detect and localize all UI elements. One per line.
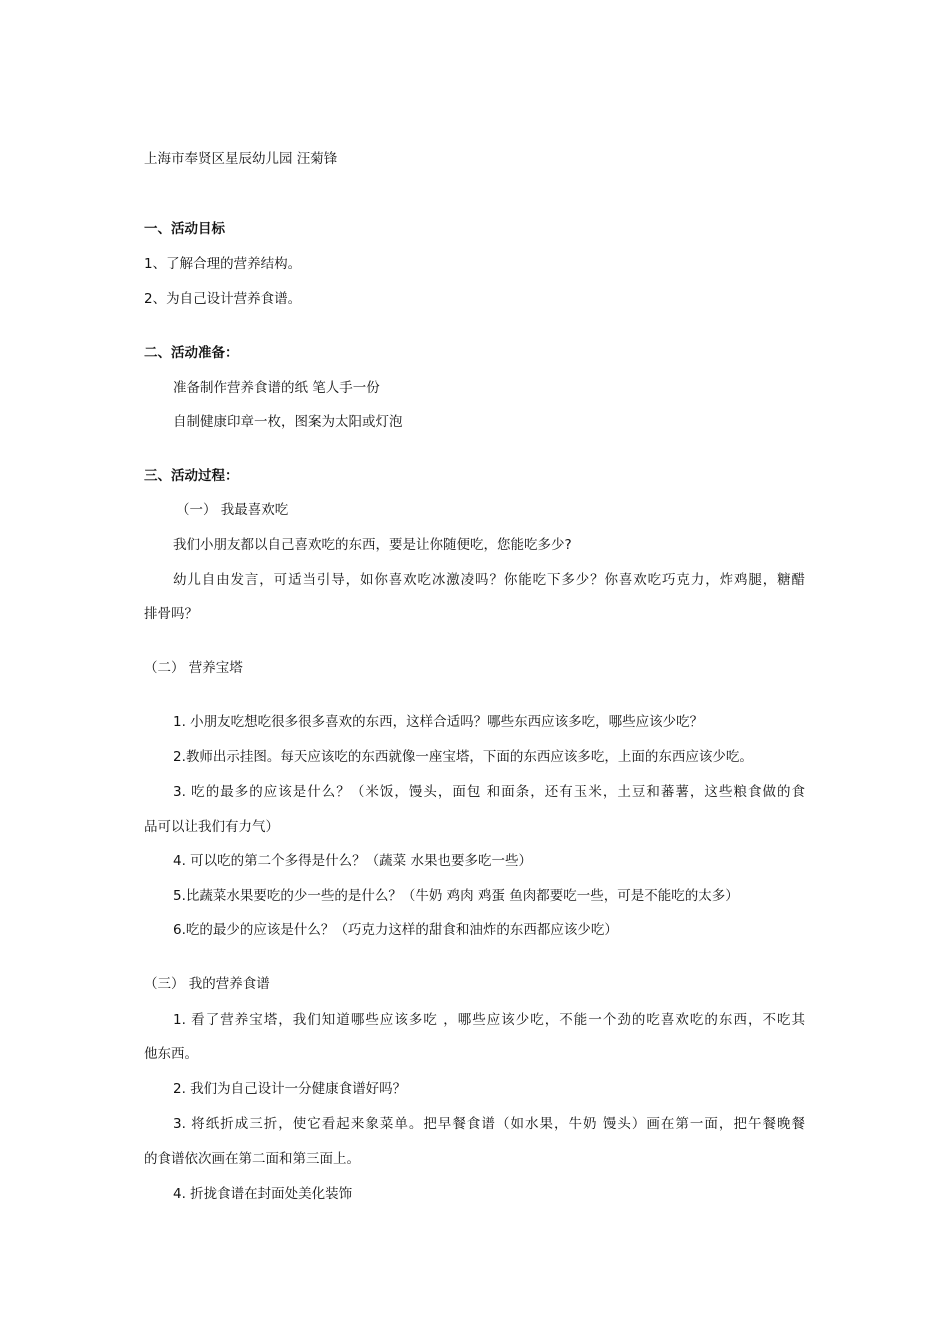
part-2-heading: （二） 营养宝塔 [144,660,243,676]
part-1-paragraph-2-line-1: 幼儿自由发言，可适当引导，如你喜欢吃冰激凌吗？你能吃下多少？你喜欢吃巧克力，炸鸡腿，糖醋 [173,572,805,588]
section-2-title: 二、活动准备： [144,345,239,361]
author-line: 上海市奉贤区星辰幼儿园 汪菊锋 [144,151,338,167]
recipe-step-1-line-2: 他东西。 [144,1046,198,1062]
recipe-step-1-line-1: 1. 看了营养宝塔，我们知道哪些应该多吃 ，哪些应该少吃，不能一个劲的吃喜欢吃的东西，不吃其 [173,1012,805,1028]
goal-item-2: 2、为自己设计营养食谱。 [144,291,302,307]
part-3-heading: （三） 我的营养食谱 [144,976,270,992]
part-1-paragraph-2-line-2: 排骨吗？ [144,606,198,622]
section-3-title: 三、活动过程： [144,468,239,484]
goal-item-1: 1、了解合理的营养结构。 [144,256,302,272]
recipe-step-2: 2. 我们为自己设计一分健康食谱好吗？ [173,1081,407,1097]
section-1-title: 一、活动目标 [144,221,225,237]
part-1-paragraph-1: 我们小朋友都以自己喜欢吃的东西，要是让你随便吃，您能吃多少? [173,537,572,553]
part-1-heading: （一） 我最喜欢吃 [176,502,289,518]
prep-item-2: 自制健康印章一枚，图案为太阳或灯泡 [173,414,403,430]
recipe-step-4: 4. 折拢食谱在封面处美化装饰 [173,1186,353,1202]
pyramid-question-3-line-1: 3. 吃的最多的应该是什么？（米饭，馒头，面包 和面条，还有玉米，土豆和蕃薯，这些粮食做的食 [173,784,805,800]
prep-item-1: 准备制作营养食谱的纸 笔人手一份 [173,380,380,396]
pyramid-question-2: 2.教师出示挂图。每天应该吃的东西就像一座宝塔，下面的东西应该多吃，上面的东西应该少吃。 [173,749,753,765]
recipe-step-3-line-1: 3. 将纸折成三折，使它看起来象菜单。把早餐食谱（如水果，牛奶 馒头）画在第一面，把午餐晚餐 [173,1116,805,1132]
pyramid-question-6: 6.吃的最少的应该是什么？（巧克力这样的甜食和油炸的东西都应该少吃） [173,922,618,938]
pyramid-question-3-line-2: 品可以让我们有力气） [144,819,279,835]
pyramid-question-5: 5.比蔬菜水果要吃的少一些的是什么？（牛奶 鸡肉 鸡蛋 鱼肉都要吃一些，可是不能吃的太多） [173,888,739,904]
pyramid-question-1: 1. 小朋友吃想吃很多很多喜欢的东西，这样合适吗？哪些东西应该多吃，哪些应该少吃？ [173,714,704,730]
recipe-step-3-line-2: 的食谱依次画在第二面和第三面上。 [144,1151,360,1167]
pyramid-question-4: 4. 可以吃的第二个多得是什么？（蔬菜 水果也要多吃一些） [173,853,532,869]
